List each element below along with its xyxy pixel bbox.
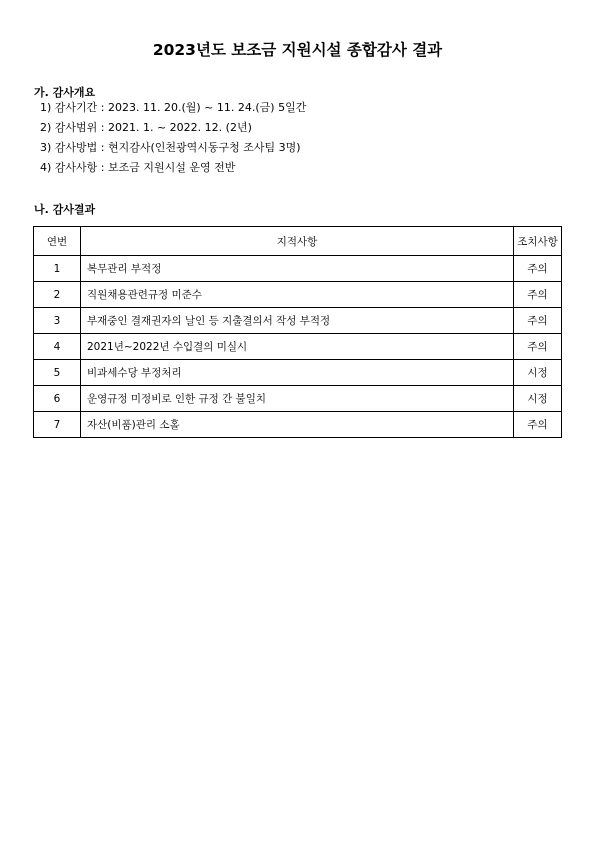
row-action: 주의 <box>514 256 562 282</box>
row-finding: 직원채용관련규정 미준수 <box>81 282 514 308</box>
row-finding: 복무관리 부적정 <box>81 256 514 282</box>
row-number: 2 <box>34 282 81 308</box>
table-row <box>34 412 562 438</box>
table-row <box>34 386 562 412</box>
row-finding: 부재중인 결재권자의 날인 등 지출결의서 작성 부적정 <box>81 308 514 334</box>
row-action: 주의 <box>514 308 562 334</box>
table-row <box>34 256 562 282</box>
table-row <box>34 360 562 386</box>
document-title: 2023년도 보조금 지원시설 종합감사 결과 <box>152 41 443 59</box>
results-table <box>33 226 562 438</box>
results-heading: 나. 감사결과 <box>34 203 96 216</box>
row-number: 5 <box>34 360 81 386</box>
row-number: 6 <box>34 386 81 412</box>
row-finding: 비과세수당 부정처리 <box>81 360 514 386</box>
overview-list <box>40 98 306 178</box>
row-finding: 2021년~2022년 수입결의 미실시 <box>81 334 514 360</box>
overview-item-period: 1) 감사기간 : 2023. 11. 20.(월) ~ 11. 24.(금) 5일간 <box>40 101 307 114</box>
row-number: 4 <box>34 334 81 360</box>
row-finding: 운영규정 미정비로 인한 규정 간 불일치 <box>81 386 514 412</box>
row-number: 3 <box>34 308 81 334</box>
table-header-row <box>34 227 562 256</box>
table-row <box>34 282 562 308</box>
column-header-no: 연번 <box>34 227 81 256</box>
column-header-action: 조치사항 <box>514 227 562 256</box>
column-header-finding: 지적사항 <box>81 227 514 256</box>
overview-heading: 가. 감사개요 <box>34 86 96 99</box>
row-action: 시정 <box>514 386 562 412</box>
row-number: 1 <box>34 256 81 282</box>
overview-item-subject: 4) 감사사항 : 보조금 지원시설 운영 전반 <box>40 161 236 174</box>
row-action: 주의 <box>514 412 562 438</box>
row-number: 7 <box>34 412 81 438</box>
table-row <box>34 308 562 334</box>
overview-item-method: 3) 감사방법 : 현지감사(인천광역시동구청 조사팀 3명) <box>40 141 301 154</box>
row-action: 주의 <box>514 334 562 360</box>
table-row <box>34 334 562 360</box>
row-action: 시정 <box>514 360 562 386</box>
row-action: 주의 <box>514 282 562 308</box>
overview-item-scope: 2) 감사범위 : 2021. 1. ~ 2022. 12. (2년) <box>40 121 252 134</box>
row-finding: 자산(비품)관리 소홀 <box>81 412 514 438</box>
